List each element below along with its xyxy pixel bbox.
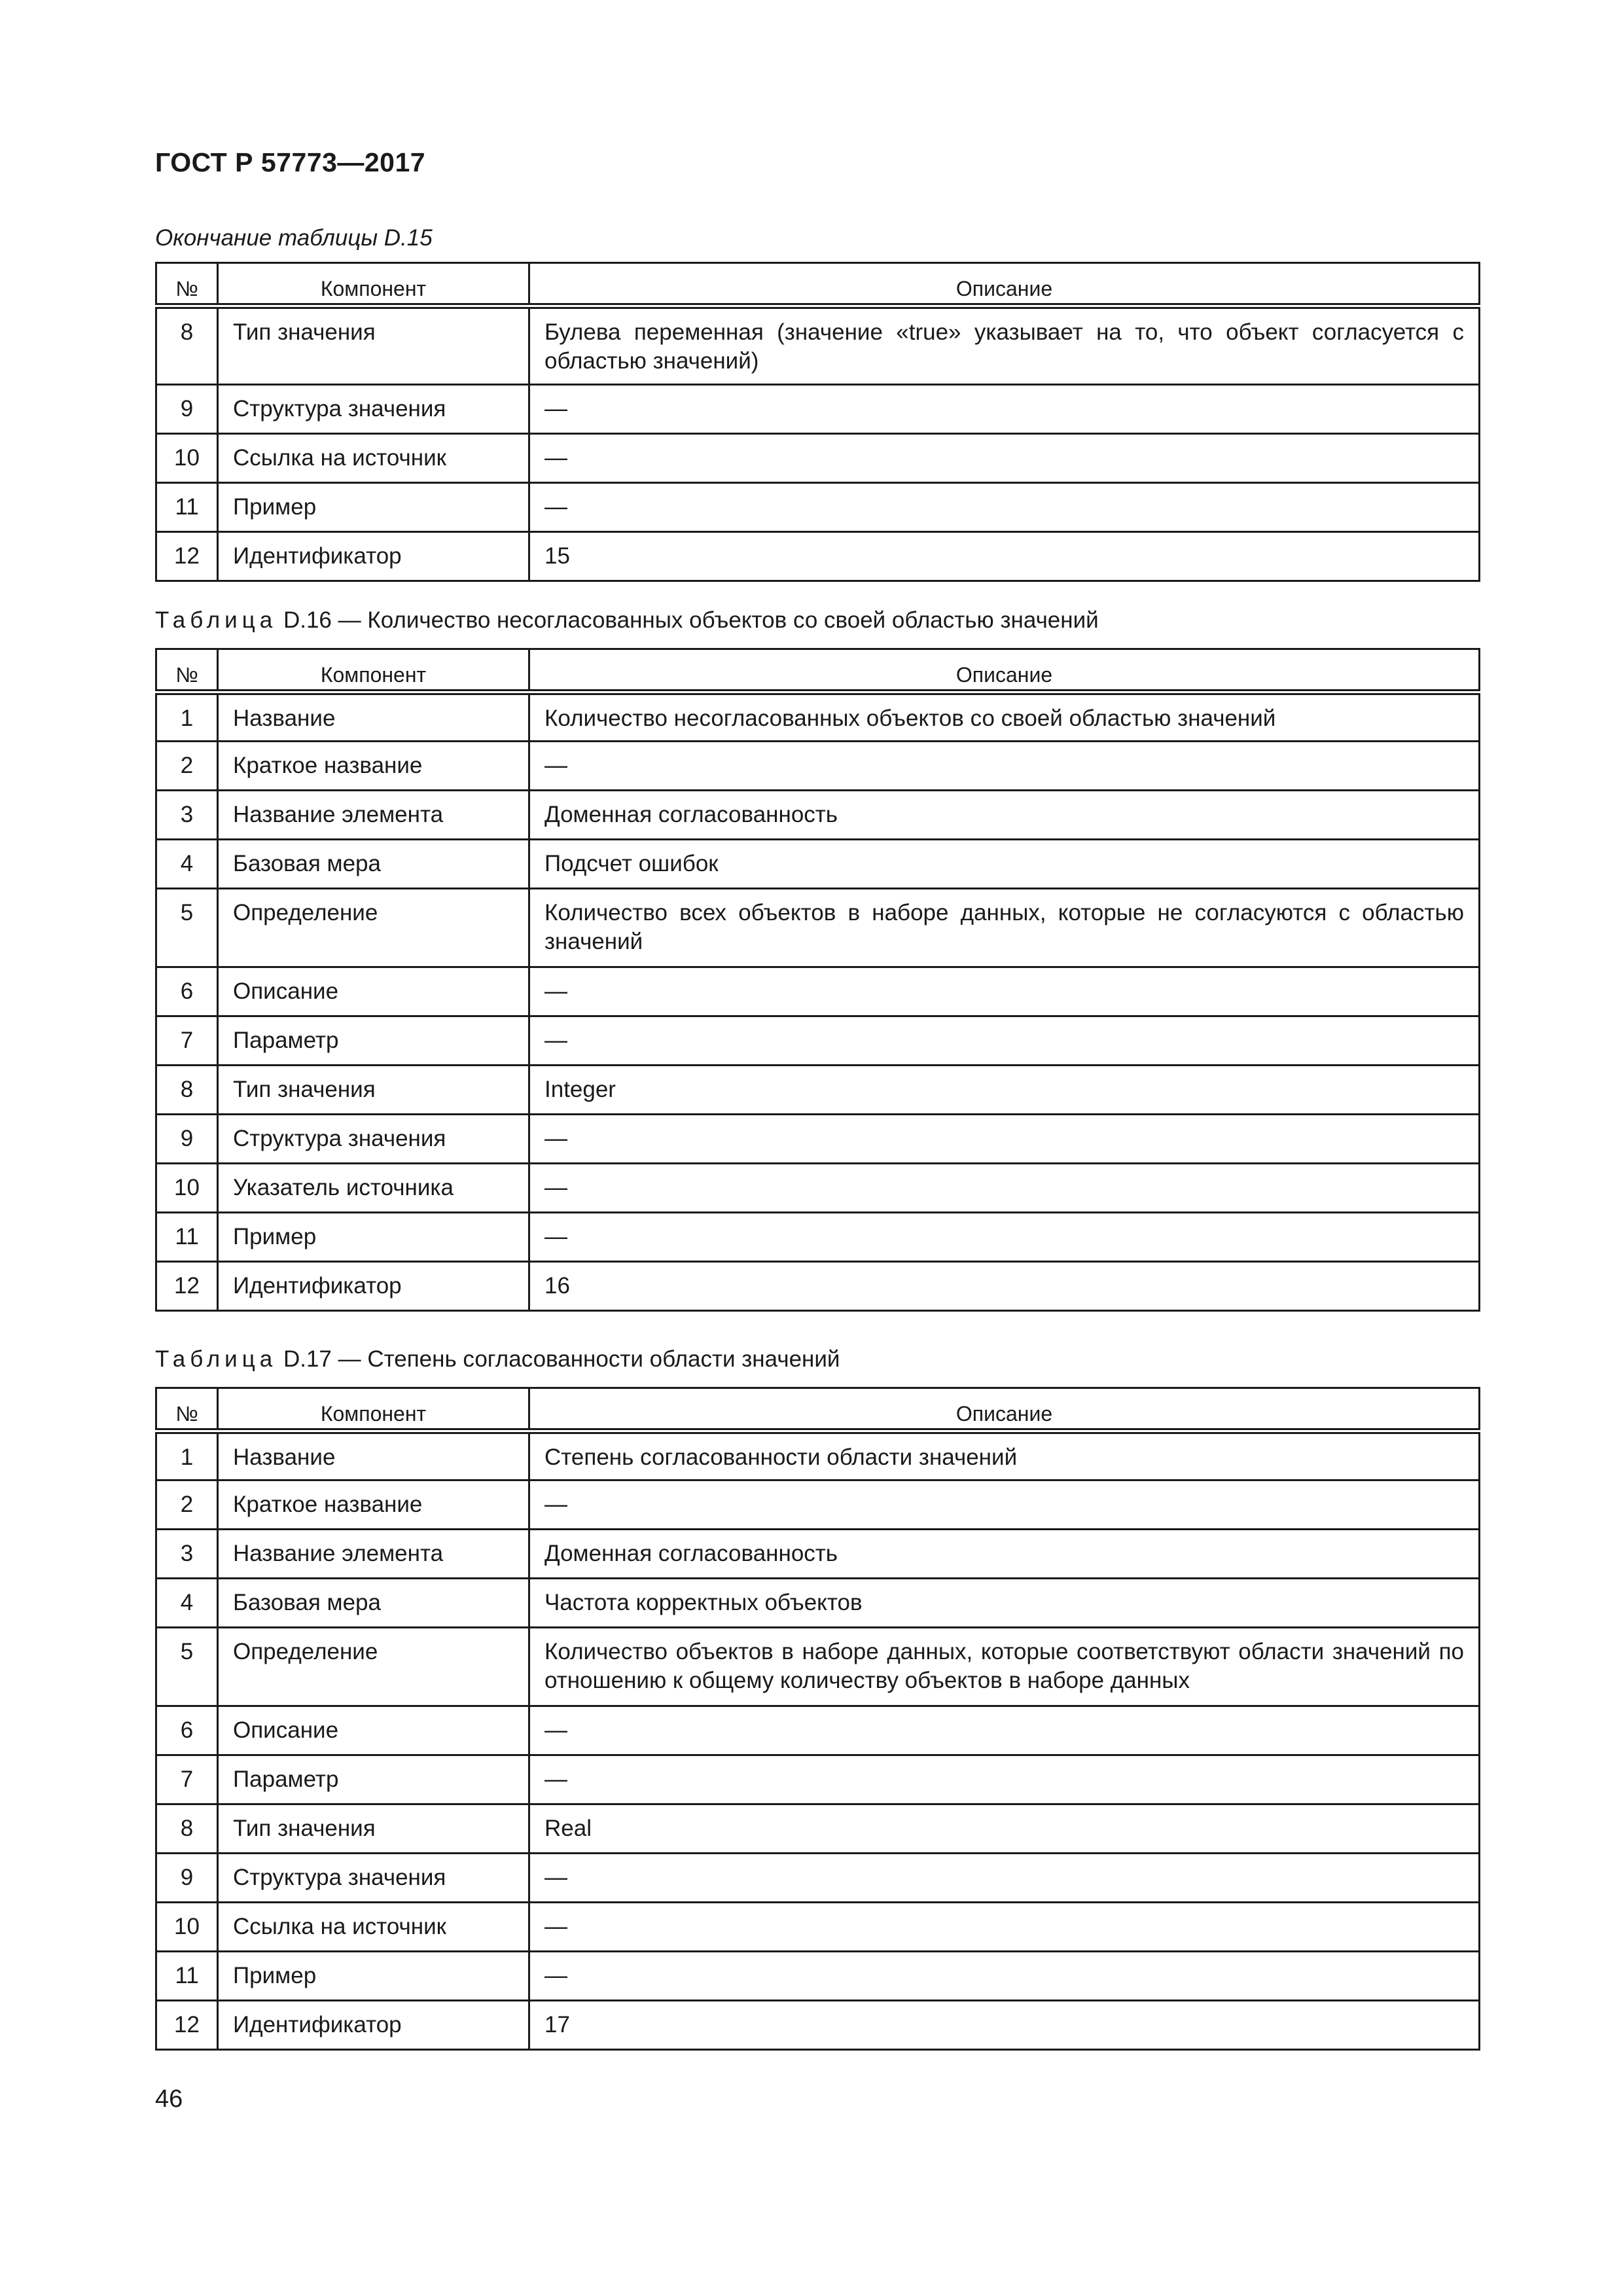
- table-d15-caption: Окончание таблицы D.15: [155, 225, 433, 251]
- row-description: —: [529, 1952, 1480, 2001]
- column-header-component: Компонент: [218, 263, 529, 306]
- row-description: 15: [529, 532, 1480, 581]
- row-description: —: [529, 1706, 1480, 1755]
- row-description: —: [529, 742, 1480, 791]
- column-header-description: Описание: [529, 263, 1480, 306]
- row-num: 1: [156, 1431, 218, 1480]
- row-description: —: [529, 1213, 1480, 1262]
- table-d15: [155, 262, 1480, 582]
- row-component: Пример: [218, 1952, 529, 2001]
- row-component: Тип значения: [218, 1066, 529, 1115]
- row-description: Количество несогласованных объектов со своей областью значений: [529, 692, 1480, 742]
- row-component: Пример: [218, 1213, 529, 1262]
- table-row: [156, 1579, 1480, 1628]
- row-component: Базовая мера: [218, 840, 529, 889]
- row-description: —: [529, 385, 1480, 434]
- row-description: Доменная согласованность: [529, 791, 1480, 840]
- table-header-row: [156, 263, 1480, 306]
- row-num: 3: [156, 1530, 218, 1579]
- table-row: [156, 692, 1480, 742]
- row-component: Идентификатор: [218, 2001, 529, 2050]
- row-description: Количество объектов в наборе данных, которые соответствуют области значений по отношению к общему количеству объектов в наборе данных: [529, 1628, 1480, 1706]
- row-component: Название элемента: [218, 791, 529, 840]
- row-component: Определение: [218, 1628, 529, 1706]
- row-component: Идентификатор: [218, 532, 529, 581]
- table-row: [156, 1706, 1480, 1755]
- table-row: [156, 1213, 1480, 1262]
- table-row: [156, 791, 1480, 840]
- row-component: Определение: [218, 889, 529, 967]
- row-component: Описание: [218, 1706, 529, 1755]
- row-description: Количество всех объектов в наборе данных, которые не согласуются с областью значений: [529, 889, 1480, 967]
- table-row: [156, 1066, 1480, 1115]
- row-num: 12: [156, 2001, 218, 2050]
- row-num: 8: [156, 1066, 218, 1115]
- row-description: —: [529, 1854, 1480, 1903]
- table-row: [156, 1115, 1480, 1164]
- column-header-num: №: [156, 649, 218, 692]
- row-num: 8: [156, 1804, 218, 1854]
- row-description: Real: [529, 1804, 1480, 1854]
- row-component: Параметр: [218, 1755, 529, 1804]
- row-num: 8: [156, 306, 218, 385]
- table-header-row: [156, 1388, 1480, 1431]
- row-description: —: [529, 1164, 1480, 1213]
- row-description: —: [529, 1115, 1480, 1164]
- row-num: 5: [156, 889, 218, 967]
- row-component: Название элемента: [218, 1530, 529, 1579]
- table-row: [156, 1480, 1480, 1530]
- table-row: [156, 385, 1480, 434]
- row-description: —: [529, 1016, 1480, 1066]
- row-num: 10: [156, 1164, 218, 1213]
- row-num: 2: [156, 742, 218, 791]
- table-row: [156, 840, 1480, 889]
- row-description: —: [529, 434, 1480, 483]
- row-component: Ссылка на источник: [218, 434, 529, 483]
- row-description: —: [529, 1903, 1480, 1952]
- row-component: Название: [218, 1431, 529, 1480]
- table-d16-caption-text: D.16 — Количество несогласованных объектов со своей областью значений: [283, 607, 1099, 633]
- row-num: 4: [156, 1579, 218, 1628]
- table-d16-caption: [155, 607, 1099, 634]
- table-row: [156, 1262, 1480, 1311]
- column-header-component: Компонент: [218, 649, 529, 692]
- row-component: Ссылка на источник: [218, 1903, 529, 1952]
- row-num: 9: [156, 1115, 218, 1164]
- row-description: —: [529, 967, 1480, 1016]
- row-num: 11: [156, 483, 218, 532]
- table-d17: [155, 1387, 1480, 2051]
- table-row: [156, 742, 1480, 791]
- row-num: 10: [156, 434, 218, 483]
- row-num: 9: [156, 385, 218, 434]
- column-header-description: Описание: [529, 649, 1480, 692]
- page-number: 46: [155, 2085, 183, 2113]
- table-d16: [155, 648, 1480, 1312]
- row-num: 12: [156, 532, 218, 581]
- row-description: 16: [529, 1262, 1480, 1311]
- row-component: Краткое название: [218, 742, 529, 791]
- row-description: Степень согласованности области значений: [529, 1431, 1480, 1480]
- row-description: 17: [529, 2001, 1480, 2050]
- row-num: 3: [156, 791, 218, 840]
- row-component: Указатель источника: [218, 1164, 529, 1213]
- table-row: [156, 2001, 1480, 2050]
- row-description: Частота корректных объектов: [529, 1579, 1480, 1628]
- table-row: [156, 1530, 1480, 1579]
- row-component: Тип значения: [218, 1804, 529, 1854]
- row-component: Параметр: [218, 1016, 529, 1066]
- table-row: [156, 483, 1480, 532]
- row-num: 10: [156, 1903, 218, 1952]
- table-row: [156, 1854, 1480, 1903]
- table-row: [156, 1755, 1480, 1804]
- table-row: [156, 1431, 1480, 1480]
- column-header-description: Описание: [529, 1388, 1480, 1431]
- column-header-num: №: [156, 263, 218, 306]
- row-description: —: [529, 483, 1480, 532]
- row-num: 7: [156, 1016, 218, 1066]
- row-component: Название: [218, 692, 529, 742]
- row-component: Описание: [218, 967, 529, 1016]
- row-description: Булева переменная (значение «true» указывает на то, что объект согласуется с областью значений): [529, 306, 1480, 385]
- row-description: Подсчет ошибок: [529, 840, 1480, 889]
- row-component: Пример: [218, 483, 529, 532]
- table-row: [156, 434, 1480, 483]
- table-d17-caption-text: D.17 — Степень согласованности области значений: [283, 1346, 840, 1372]
- table-row: [156, 1628, 1480, 1706]
- row-component: Структура значения: [218, 1854, 529, 1903]
- row-component: Структура значения: [218, 1115, 529, 1164]
- row-num: 1: [156, 692, 218, 742]
- row-description: —: [529, 1755, 1480, 1804]
- row-num: 9: [156, 1854, 218, 1903]
- table-row: [156, 1804, 1480, 1854]
- column-header-component: Компонент: [218, 1388, 529, 1431]
- row-num: 6: [156, 1706, 218, 1755]
- table-row: [156, 532, 1480, 581]
- table-d16-caption-label: Таблица: [155, 607, 277, 633]
- row-component: Идентификатор: [218, 1262, 529, 1311]
- row-component: Тип значения: [218, 306, 529, 385]
- row-description: —: [529, 1480, 1480, 1530]
- table-header-row: [156, 649, 1480, 692]
- table-row: [156, 1903, 1480, 1952]
- table-row: [156, 967, 1480, 1016]
- row-num: 11: [156, 1952, 218, 2001]
- row-description: Доменная согласованность: [529, 1530, 1480, 1579]
- row-num: 2: [156, 1480, 218, 1530]
- table-row: [156, 1952, 1480, 2001]
- document-title: ГОСТ Р 57773—2017: [155, 147, 426, 177]
- row-num: 11: [156, 1213, 218, 1262]
- row-num: 6: [156, 967, 218, 1016]
- table-row: [156, 1164, 1480, 1213]
- row-component: Краткое название: [218, 1480, 529, 1530]
- table-d17-caption-label: Таблица: [155, 1346, 277, 1372]
- row-num: 12: [156, 1262, 218, 1311]
- row-component: Структура значения: [218, 385, 529, 434]
- table-row: [156, 889, 1480, 967]
- row-description: Integer: [529, 1066, 1480, 1115]
- table-row: [156, 1016, 1480, 1066]
- row-component: Базовая мера: [218, 1579, 529, 1628]
- table-d17-caption: [155, 1346, 840, 1372]
- row-num: 7: [156, 1755, 218, 1804]
- row-num: 4: [156, 840, 218, 889]
- column-header-num: №: [156, 1388, 218, 1431]
- row-num: 5: [156, 1628, 218, 1706]
- table-row: [156, 306, 1480, 385]
